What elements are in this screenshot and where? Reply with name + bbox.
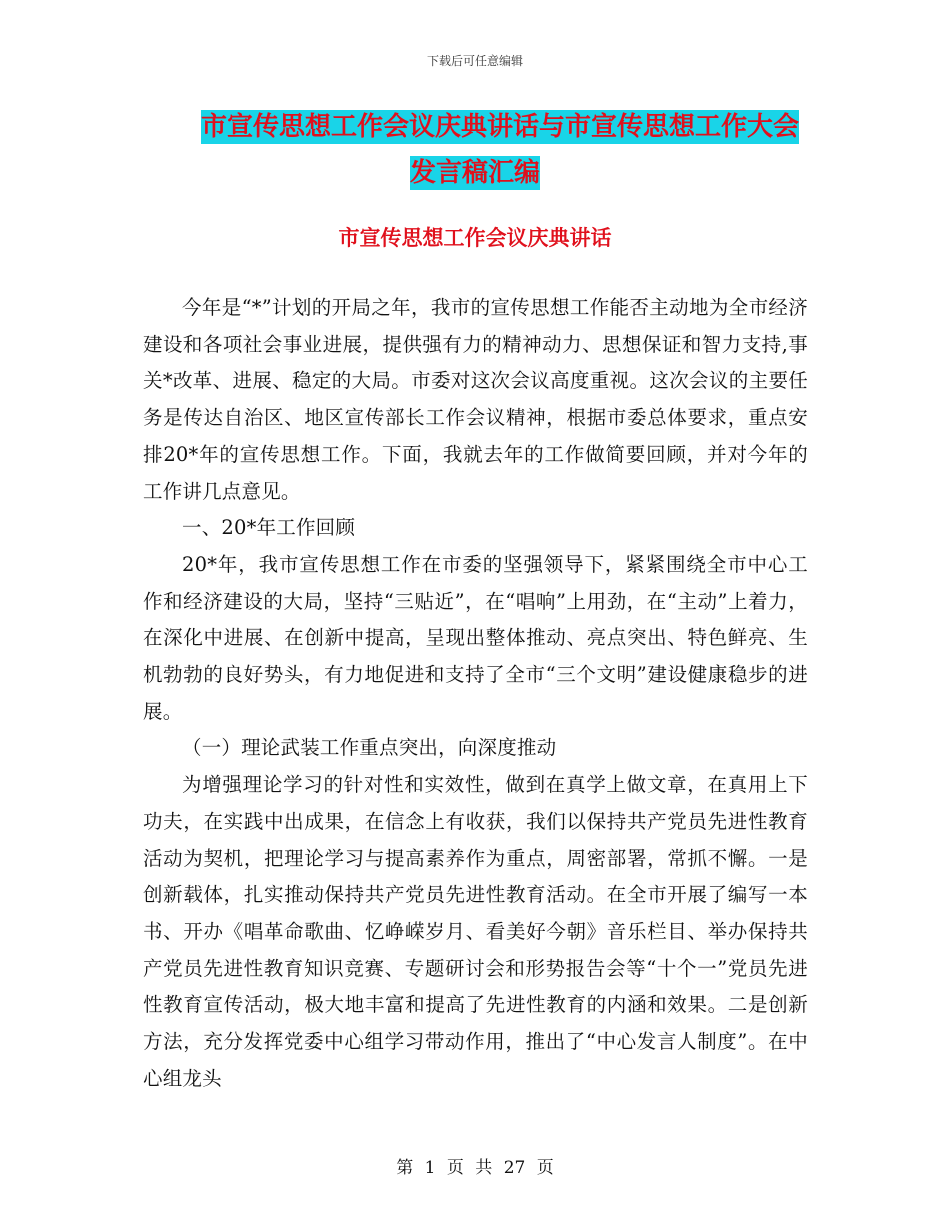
document-title-line-2: 发言稿汇编	[409, 158, 540, 188]
subheading-theory: （一）理论武装工作重点突出，向深度推动	[182, 736, 557, 760]
page-footer: 第 1 页 共 27 页	[396, 1158, 554, 1178]
document-body	[143, 290, 808, 1097]
heading-review: 一、20*年工作回顾	[182, 516, 356, 540]
document-title	[0, 104, 950, 196]
paragraph-intro: 今年是“*”计划的开局之年，我市的宣传思想工作能否主动地为全市经济建设和各项社会事业进展，提供强有力的精神动力、思想保证和智力支持,事关*改革、进展、稳定的大局。市委对这次会议高度重视。这次会议的主要任务是传达自治区、地区宣传部长工作会议精神，根据市委总体要求，重点安排20*年的宣传思想工作。下面，我就去年的工作做简要回顾，并对今年的工作讲几点意见。	[143, 296, 808, 503]
paragraph-review: 20*年，我市宣传思想工作在市委的坚强领导下，紧紧围绕全市中心工作和经济建设的大局，坚持“三贴近”，在“唱响”上用劲，在“主动”上着力，在深化中进展、在创新中提高，呈现出整体推动、亮点突出、特色鲜亮、生机勃勃的良好势头，有力地促进和支持了全市“三个文明”建设健康稳步的进展。	[143, 552, 808, 723]
document-title-line-1: 市宣传思想工作会议庆典讲话与市宣传思想工作大会	[200, 112, 799, 142]
paragraph-theory: 为增强理论学习的针对性和实效性，做到在真学上做文章，在真用上下功夫，在实践中出成果，在信念上有收获，我们以保持共产党员先进性教育活动为契机，把理论学习与提高素养作为重点，周密部署，常抓不懈。一是创新载体，扎实推动保持共产党员先进性教育活动。在全市开展了编写一本书、开办《唱革命歌曲、忆峥嵘岁月、看美好今朝》音乐栏目、举办保持共产党员先进性教育知识竞赛、专题研讨会和形势报告会等“十个一”党员先进性教育宣传活动，极大地丰富和提高了先进性教育的内涵和效果。二是创新方法，充分发挥党委中心组学习带动作用，推出了“中心发言人制度”。在中心组龙头	[143, 773, 808, 1090]
section-title: 市宣传思想工作会议庆典讲话	[338, 226, 612, 250]
header-note: 下载后可任意编辑	[426, 54, 523, 68]
